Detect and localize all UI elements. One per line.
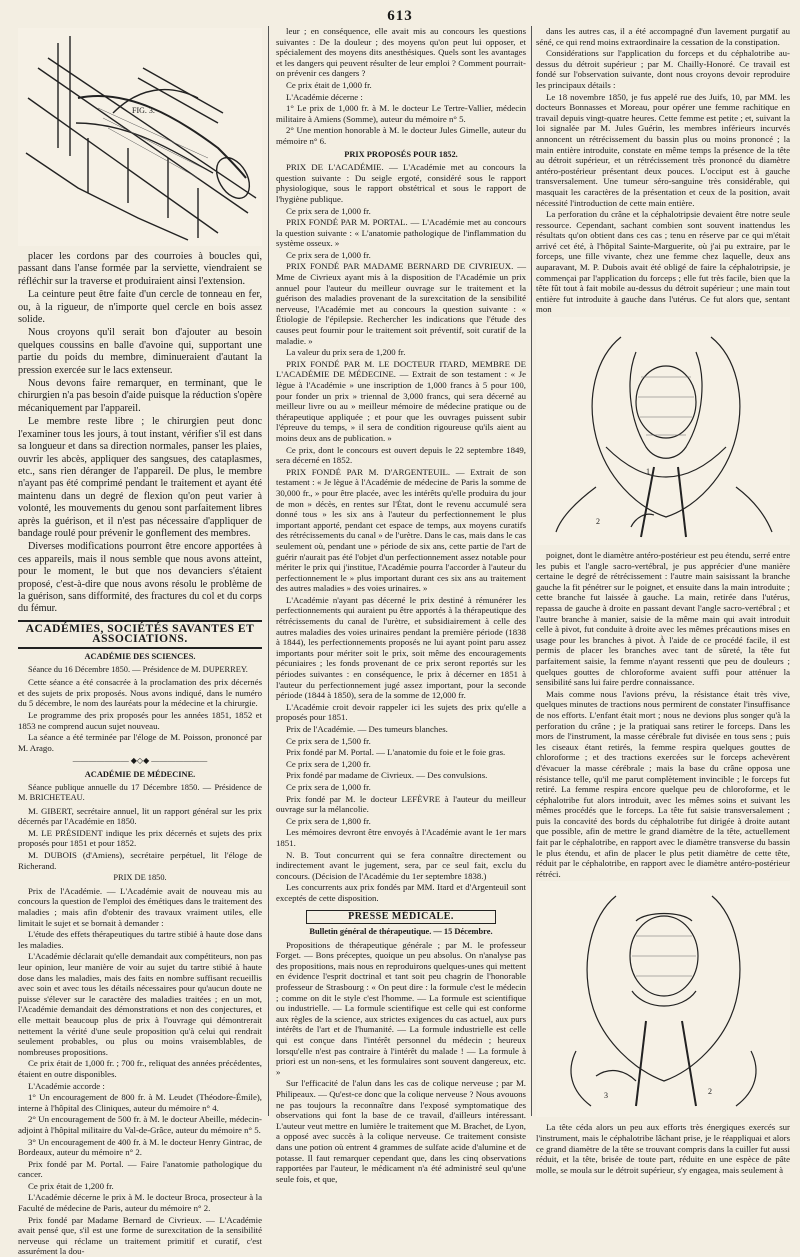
- paragraph: Prix fondé par M. Portal. — L'anatomie du foie et le foie gras.: [286, 747, 506, 758]
- paragraph: poignet, dont le diamètre antéro-postérieur est peu étendu, serré entre les pubis et l'angle sacro-vertébral, je pus apprécier d'une manière certaine le degré de rétrécissement : l'autre main saisissant la branche gauche la fit pénétrer sur le poignet, et ensuite dans la main introduite ; cette branche fut laissée à gauche. La main, retirée dans l'utérus, repassa de gauche à droite en passant devant l'angle sacro-vertébral ; et l'autre branche à manier, saisie de la même main qui avait introduit celle à pivot, fut conduite à droite avec les mêmes précautions mises en usage pour les branches à pivot. À l'aide de ce procédé facile, il est permis de placer les branches avec tant de sûreté, la tête fut parfaitement saisie, la femme n'ayant ressenti que peu de douleurs ; quelques gouttes de chloroforme avaient suffi pour atténuer la sensibilité sans lui faire perdre connaissance.: [536, 550, 791, 688]
- paragraph: Ce prix sera de 1,000 fr.: [286, 781, 371, 792]
- paragraph: placer les cordons par des courroies à boucles qui, passant dans l'anse formée par la serviette, viendraient se réfléchir sur la traverse et produiraient ainsi l'extension.: [18, 251, 262, 287]
- paragraph: dans les autres cas, il a été accompagné d'un lavement purgatif au séné, ce qui rend moins extraordinaire la cessation de la constipation.: [536, 26, 790, 47]
- paragraph: PRIX DE L'ACADÉMIE. — L'Académie met au concours la question suivante : Du seigle ergoté, considéré sous le rapport physiologique, sous le rapport obstétrical et sous le rapport de l'hygiène publique.: [276, 162, 526, 204]
- paragraph: Nous devons faire remarquer, en terminant, que le chirurgien n'a pas besoin d'aide puisque la réduction s'opère mécaniquement par l'appareil.: [18, 378, 262, 414]
- paragraph: 2° Un encouragement de 500 fr. à M. le docteur Abeille, médecin-adjoint à l'hôpital militaire du Val-de-Grâce, auteur du mémoire n° 5.: [18, 1114, 262, 1135]
- paragraph: L'Académie décerne le prix à M. le docteur Broca, prosecteur à la Faculté de médecine de Paris, auteur du mémoire n° 2.: [18, 1192, 262, 1214]
- paragraph: Ce prix sera de 1,000 fr.: [286, 205, 371, 216]
- paragraph: PRIX FONDÉ PAR M. LE DOCTEUR ITARD, MEMBRE DE L'ACADÉMIE DE MÉDECINE. — Extrait de son testament : « Je lègue à l'Académie » une inscription de 1,000 francs à 5 pour 100, pour fonder un prix » triennal de 3,000 francs, qui sera décerné au meilleur livre ou au » meilleur mémoire de médecine pratique ou de thérapeutique appliquée ; et pour que les ouvrages puissent subir l'épreuve du temps, » il sera de condition rigoureuse qu'ils aient au moins deux ans de publication. »: [276, 358, 526, 443]
- paragraph: L'Académie croit devoir rappeler ici les sujets des prix qu'elle a proposés pour 1851.: [276, 701, 526, 723]
- paragraph: PRIX FONDÉ PAR M. D'ARGENTEUIL. — Extrait de son testament : « Je lègue à l'Académie de médecine de Paris la somme de 30,000 fr., » pour être placée, avec les intérêts qu'elle produira du jour de mon » décès, en rentes sur l'État, dont le revenu accumulé sera donné tous » les six ans à l'auteur du perfectionnement le plus important apporté, pendant cet espace de temps, aux moyens curatifs des rétrécissements du canal » de l'urètre. Dans le cas, mais dans le cas seulement où, pendant une » période de six ans, cette partie de l'art de guérir n'aurait pas été l'objet d'un perfectionnement assez notable pour mériter le prix qui j'institue, l'Académie pourra l'accorder à l'auteur du perfectionnement le » plus important durant ces six ans au traitement des autres maladies » des voies urinaires. »: [276, 466, 526, 594]
- figure-label: 2: [596, 517, 600, 527]
- fracture-apparatus-illustration: [18, 28, 262, 246]
- paragraph: Prix de l'Académie. — Des tumeurs blanches.: [286, 724, 448, 734]
- paragraph: L'Académie décerne :: [286, 91, 363, 102]
- paragraph: Prix de l'Académie. — L'Académie avait de nouveau mis au concours la question de l'emploi des émétiques dans le traitement des maladies ; mais afin d'obtenir des travaux vraiment utiles, elle limitait le sujet et se bornait à demander :: [18, 885, 262, 928]
- prize-heading: PRIX PROPOSÉS POUR 1852.: [344, 149, 458, 159]
- paragraph: 1° Le prix de 1,000 fr. à M. le docteur Le Tertre-Vallier, médecin militaire à Amiens (Somme), auteur du mémoire n° 5.: [276, 103, 526, 124]
- paragraph: PRIX FONDÉ PAR MADAME BERNARD DE CIVRIEUX. — Mme de Civrieux ayant mis à la disposition de l'Académie un prix annuel pour l'auteur du meilleur ouvrage sur le traitement et la guérison des maladies provenant de la surexcitation de la sensibilité nerveuse, l'Académie met au concours la question suivante : « Étiologie de l'épilepsie. Rechercher les indications que l'étude des causes peut fournir pour le traitement soit préventif, soit curatif de la maladie. »: [276, 261, 526, 346]
- paragraph: M. LE PRÉSIDENT indique les prix décernés et sujets des prix proposés pour 1851 et pour 1852.: [18, 827, 262, 849]
- paragraph: L'Académie déclarait qu'elle demandait aux compétiteurs, non pas leur opinion, leur manière de voir au sujet du tartre stibié à haute dose dans les maladies, mais des faits en nombre suffisant recueillis avec soin et avec tous les détails nécessaires pour qu'aucun doute ne puisse s'élever sur le caractère des maladies traitées ; en un mot, l'Académie demandait des démonstrations et non des conjectures, et elle mettait beaucoup plus de prix à l'ouvrage qui démontrerait nettement la vérité d'une seule proposition qu'à celui qui rendrait seulement probables, ou plus ou moins vraisemblables, de nombreuses propositions.: [18, 951, 262, 1057]
- session-line: Séance publique annuelle du 17 Décembre 1850. — Présidence de M. BRICHETEAU.: [18, 782, 262, 803]
- paragraph: Cette séance a été consacrée à la proclamation des prix décernés et des sujets de prix proposés. Nous avons indiqué, dans le numéro du 5 décembre, le nom des lauréats pour la médecine et la chirurgie.: [18, 677, 262, 709]
- paragraph: Prix fondé par M. Portal. — Faire l'anatomie pathologique du cancer.: [18, 1158, 262, 1180]
- paragraph: L'Académie n'ayant pas décerné le prix destiné à rémunérer les perfectionnements qui auraient pu être apportés à la thérapeutique des rétrécissements du canal de l'urètre, et subsidiairement à celle des autres maladies des voies urinaires pendant la première période (1838 à 1844), les perfectionnements proposés ne lui ayant point paru assez importants pour mériter soit le prix, soit même des encouragements pécuniaires ; les fonds provenant de ce prix seront reportés sur les périodes suivantes : en conséquence, le prix à décerner en 1851 à l'auteur du perfectionnement jugé assez important, pour la seconde période (1844 à 1850), sera de la somme de 12,000 fr.: [276, 594, 526, 701]
- figure-label: 3: [604, 1091, 608, 1101]
- paragraph: Prix fondé par madame de Civrieux. — Des convulsions.: [286, 770, 488, 781]
- paragraph: La tête céda alors un peu aux efforts très énergiques exercés sur l'instrument, mais le céphalotribe lâchant prise, je le réappliquai et alors ce grand diamètre de la tête se trouvant compris dans la cuiller fut aussi réduit, et la tête, brisée de toute part, réduite en une espèce de pâte molle, se moula sur le détroit supérieur, s'y engagea, mais seulement à: [536, 1122, 790, 1175]
- paragraph: 1° Un encouragement de 800 fr. à M. Leudet (Théodore-Émile), interne à l'hôpital des Cliniques, auteur du mémoire n° 4.: [18, 1092, 262, 1113]
- figure-cephalotribe-pelvis: [536, 881, 790, 1117]
- paragraph: PRIX FONDÉ PAR M. PORTAL. — L'Académie met au concours la question suivante : « L'anatomie pathologique de l'inflammation du système osseux. »: [276, 217, 526, 249]
- figure-3-traction-apparatus: [18, 28, 262, 246]
- section-heading: PRESSE MÉDICALE.: [306, 910, 496, 925]
- ornament-divider: ——————— ◆◇◆ ———————: [72, 756, 208, 766]
- paragraph: Le programme des prix proposés pour les années 1851, 1852 et 1853 ne comprend aucun sujet nouveau.: [18, 709, 262, 731]
- paragraph: Mais comme nous l'avions prévu, la résistance était très vive, quelques minutes de tractions nous permirent de constater l'insuffisance de nos efforts. L'enfant était mort ; nous ne devions plus songer qu'à la perforation du crâne ; je la pratiquai sans retirer le forceps. Dans les mors de l'instrument, la masse cérébrale fut divisée en tous sens ; puis les ciseaux étant retirés, la femme respira quelques gouttes de chloroforme ; et des tractions exercées sur le forceps achevèrent d'évacuer la masse cérébrale ; mais la base du crâne opposa une résistance telle, qu'il me parut complètement invincible ; le forceps fut retiré. La femme respira encore quelque peu de chloroforme, et le céphalotribe fut alors introduit, avec les mêmes soins et suivant les mêmes procédés que le forceps. La tête fut saisie transversalement ; puis la concavité des bords du céphalotribe fut dirigée à droite autant que possible, afin de mettre le grand diamètre de la tête, actuellement fait par le céphalotribe, en rapport avec le diamètre transverse du bassin le plus étendu, et afin de placer le plus petit diamètre de cette tête, réduit par le céphalotribe, en rapport avec le diamètre antéro-postérieur rétréci.: [536, 688, 790, 879]
- bulletin-heading: Bulletin général de thérapeutique. — 15 Décembre.: [309, 927, 493, 937]
- paragraph: La valeur du prix sera de 1,200 fr.: [286, 347, 406, 358]
- paragraph: Considérations sur l'application du forceps et du céphalotribe au-dessus du détroit supérieur ; par M. Chailly-Honoré. Ce travail est fondé sur l'observation suivante, dont nous croyons devoir reproduire les principaux détails :: [536, 48, 790, 90]
- paragraph: Ce prix sera de 1,800 fr.: [286, 815, 371, 826]
- paragraph: 3° Un encouragement de 400 fr. à M. le docteur Henry Gintrac, de Bordeaux, auteur du mémoire n° 2.: [18, 1136, 262, 1158]
- paragraph: Ce prix sera de 1,500 fr.: [286, 735, 371, 746]
- academy-heading: ACADÉMIE DE MÉDECINE.: [84, 769, 196, 779]
- paragraph: Les mémoires devront être envoyés à l'Académie avant le 1er mars 1851.: [276, 827, 526, 848]
- paragraph: N. B. Tout concurrent qui se fera connaître directement ou indirectement avant le jugement, sera, par ce seul fait, exclu du concours. (Décision de l'Académie du 1er septembre 1838.): [276, 849, 526, 881]
- paragraph: Ce prix était de 1,200 fr.: [28, 1180, 114, 1191]
- paragraph: leur ; en conséquence, elle avait mis au concours les questions suivantes : De la douleur ; des moyens qu'on peut lui opposer, et spécialement des moyens dits anesthésiques. Quels sont les avantages et les dangers qui peuvent résulter de leur emploi ? Comment pourrait-on prévenir ces dangers ?: [276, 26, 526, 79]
- paragraph: La ceinture peut être faite d'un cercle de tonneau en fer, ou, à la rigueur, de n'importe quel cercle en bois assez solide.: [18, 289, 262, 326]
- paragraph: La perforation du crâne et la céphalotripsie devaient être notre seule ressource. Cependant, sachant combien sont souvent inattendus les résultats qu'on obtient dans ces cas ; tenu en réserve par ce qui m'était arrivé cet été, à l'hôpital Sainte-Marguerite, où j'ai pu extraire, par le forceps, une fille vivante, chez une femme chez laquelle, deux ans auparavant, M. P. Dubois avait été obligé de faire la céphalotripsie, je commençai par l'application du forceps ; elle fut très facile, bien que la tête fût tout à fait mobile au-dessus du détroit supérieur ; une main tout entière fut introduite à gauche dans l'utérus. Ce fut alors que, sentant mon: [536, 209, 790, 315]
- paragraph: Prix fondé par Madame Bernard de Civrieux. — L'Académie avait pensé que, s'il est une forme de surexcitation de la sensibilité nerveuse qui réclame un traitement primitif et curatif, c'est assurément la dou-: [18, 1214, 262, 1257]
- forceps-pelvis-illustration: [536, 317, 790, 545]
- paragraph: Le membre reste libre ; le chirurgien peut donc l'examiner tous les jours, à tout instant, vérifier s'il est dans sa longueur et dans sa direction normales, panser les plaies, ouvrir les abcès, appliquer des sangsues, des cataplasmes, etc., sans rien déranger de l'appareil. De plus, le membre n'ayant pas été comprimé pendant le traitement et ayant été maintenu dans un degré de flexion qu'on peut varier à volonté, les mouvements du genou sont parfaitement libres après la guérison, et il n'est pas nécessaire d'appliquer de bandage roulé pour prévenir le gonflement des membres.: [18, 416, 262, 539]
- paragraph: M. DUBOIS (d'Amiens), secrétaire perpétuel, lit l'éloge de Richerand.: [18, 850, 262, 871]
- paragraph: Ce prix, dont le concours est ouvert depuis le 22 septembre 1849, sera décerné en 1852.: [276, 444, 526, 466]
- column-1: [18, 26, 262, 1257]
- paragraph: Ce prix était de 1,000 fr. ; 700 fr., reliquat des années précédentes, étaient en outre disponibles.: [18, 1058, 262, 1079]
- figure-label: 2: [708, 1087, 712, 1097]
- column-divider: [531, 26, 532, 1116]
- paragraph: Ce prix sera de 1,200 fr.: [286, 758, 371, 769]
- column-2: [276, 26, 526, 1184]
- section-heading: ACADÉMIES, SOCIÉTÉS SAVANTES ET ASSOCIATIONS.: [18, 620, 262, 649]
- column-divider: [268, 26, 269, 1116]
- column-3: [536, 26, 791, 1175]
- paragraph: La séance a été terminée par l'éloge de M. Poisson, prononcé par M. Arago.: [18, 732, 262, 753]
- paragraph: Nous croyons qu'il serait bon d'ajouter au besoin quelques coussins en balle d'avoine qui, supportant une partie du poids du membre, diminueraient d'autant la pression exercée sur le lacs extenseur.: [18, 327, 262, 376]
- page-number: 613: [387, 8, 413, 24]
- figure-forceps-pelvis: [536, 317, 790, 545]
- paragraph: Propositions de thérapeutique générale ; par M. le professeur Forget. — Bons préceptes, quoique un peu absolus. On n'analyse pas des propositions, mais nous en reproduirons quelques-unes qui mettent en évidence l'esprit doctrinal et tant soit peu chagrin de l'honorable professeur de Strasbourg : « On peut dire : la formule c'est le médecin ; comme on dit le style c'est l'homme. — La formule est scientifique ou industrielle. — La formule scientifique est celle qui est conforme aux règles de la science, aux strictes exigences du cas actuel, aux purs intérêts de l'art et de l'humanité. — La formule industrielle est celle qui est conçue dans l'intérêt personnel du médecin ; heureux lorsqu'elle n'est pas contraire à l'intérêt du malade ! — La formule à priori est un non-sens, et les formulaires sont souvent dangereux, etc. »: [276, 939, 526, 1077]
- paragraph: Sur l'efficacité de l'alun dans les cas de colique nerveuse ; par M. Philipeaux. — Qu'est-ce donc que la colique nerveuse ? Nous avouons ne pas toujours la reconnaître dans l'exposé symptomatique des observations qui font la base de ce travail, d'ailleurs intéressant. L'auteur veut mettre en lumière le traitement que M. Brachet, de Lyon, a opposé avec succès à la colique nerveuse. Ce traitement consiste dans une potion où entrent 4 grammes de sulfate acide d'alumine et de potasse. Il faut remarquer cependant que, dans les cinq observations rapportées par l'auteur, le médicament n'a été administré seul qu'une seule fois, et que,: [276, 1078, 526, 1184]
- figure-label: FIG. 3.: [132, 106, 155, 115]
- paragraph: L'Académie accorde :: [28, 1080, 105, 1091]
- session-line: Séance du 16 Décembre 1850. — Présidence de M. DUPERREY.: [28, 664, 248, 674]
- paragraph: Prix fondé par M. le docteur LEFÈVRE à l'auteur du meilleur ouvrage sur la mélancolie.: [276, 793, 526, 815]
- paragraph: M. GIBERT, secrétaire annuel, lit un rapport général sur les prix décernés par l'Académie en 1850.: [18, 805, 262, 827]
- figure-label: 1: [646, 467, 650, 477]
- paragraph: Le 18 novembre 1850, je fus appelé rue des Juifs, 10, par MM. les docteurs Bonnasses et Moreau, pour opérer une femme rachitique en travail depuis vingt-quatre heures. Cette femme est petite ; et, suivant la loi signalée par M. Jules Guérin, les membres inférieurs incurvés annoncent un rétrécissement du bassin plus ou moins prononcé ; la main entière introduite, constate en même temps la présence de la tête au détroit supérieur, et un rétrécissement très prononcé du diamètre antéro-postérieur présentant deux pouces. L'occiput est à gauche transversalement. Une tumeur séro-sanguine très considérable, qui masquait les caractères de la présentation et ceux de la position, avait nécessité l'introduction de cette main entière.: [536, 91, 790, 208]
- paragraph: L'étude des effets thérapeutiques du tartre stibié à haute dose dans les maladies.: [18, 929, 262, 950]
- prize-heading: PRIX DE 1850.: [113, 873, 167, 883]
- academy-heading: ACADÉMIE DES SCIENCES.: [84, 651, 196, 661]
- paragraph: Les concurrents aux prix fondés par MM. Itard et d'Argenteuil sont exceptés de cette disposition.: [276, 882, 526, 903]
- paragraph: Ce prix sera de 1,000 fr.: [286, 249, 371, 260]
- cephalotribe-pelvis-illustration: [536, 881, 790, 1117]
- paragraph: Diverses modifications pourront être encore apportées à ces appareils, mais il nous semble que nous avons atteint, pour le moment, le but que nos devanciers s'étaient proposé, c'est-à-dire que nous avons résolu le problème de la guérison, sans difformité, des fractures du col et du corps du fémur.: [18, 541, 262, 615]
- paragraph: Ce prix était de 1,000 fr.: [286, 79, 372, 90]
- paragraph: 2° Une mention honorable à M. le docteur Jules Gimelle, auteur du mémoire n° 6.: [276, 125, 526, 146]
